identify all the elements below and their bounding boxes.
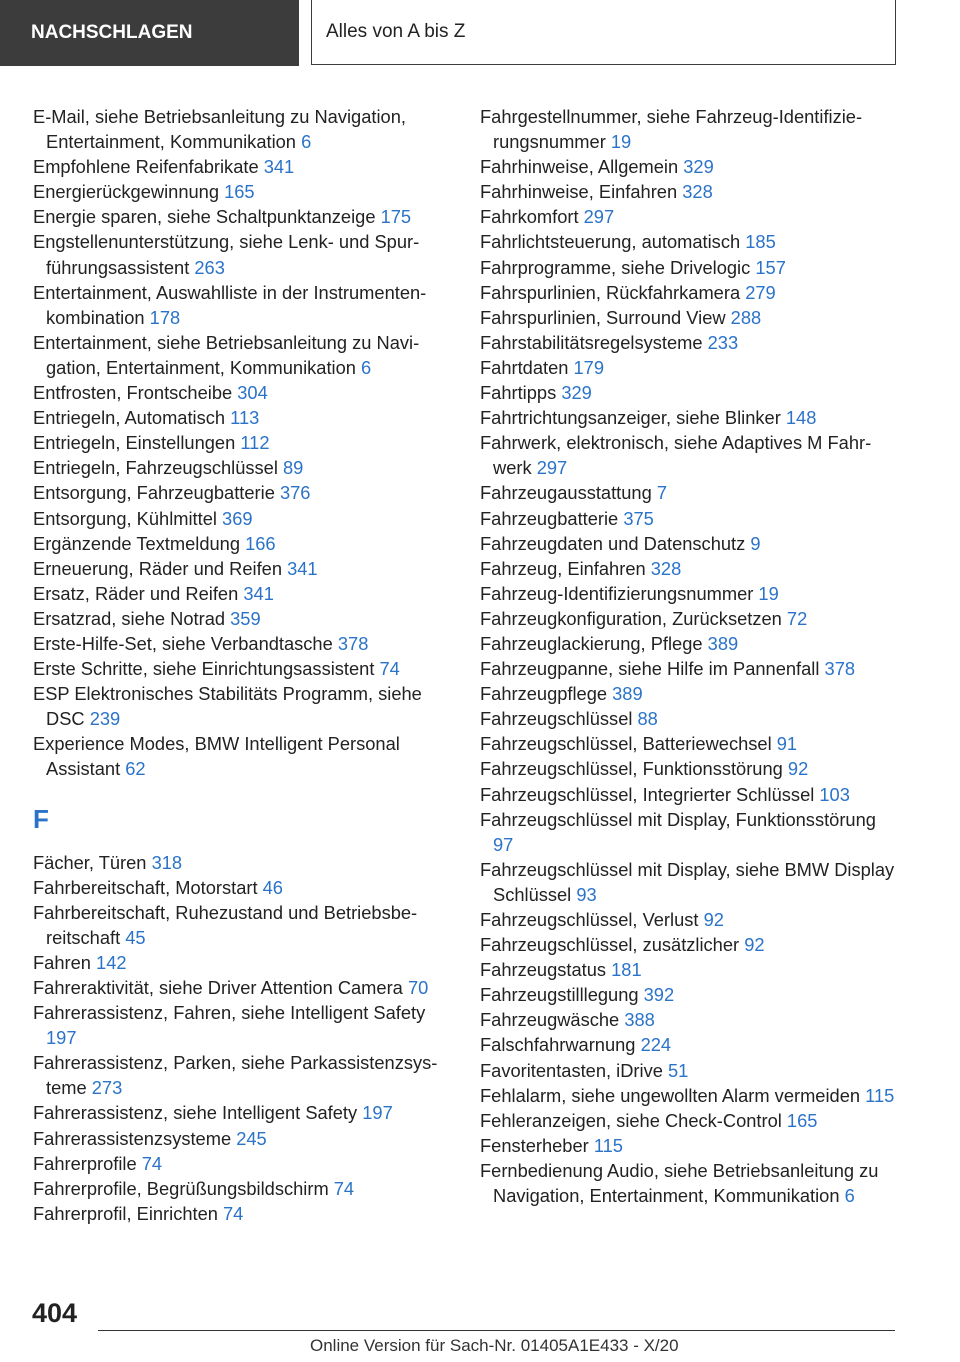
page-reference-link[interactable]: 62 [125,758,146,780]
index-entry-text: Energierückgewinnung [33,181,219,203]
index-entry [33,455,453,480]
footer-text: Online Version für Sach-Nr. 01405A1E433 - X/20 [310,1336,679,1355]
index-entry-text: Entsorgung, Kühlmittel [33,507,217,529]
index-entry-text: Energie sparen, siehe Schaltpunktanzeige [33,206,376,228]
index-entry [480,280,900,305]
index-column-left [33,104,453,1226]
page-reference-link[interactable]: 115 [865,1084,895,1106]
index-entry [480,1158,900,1208]
index-entry-text: Entriegeln, Fahrzeugschlüssel [33,457,278,479]
index-entry-text: Fahrerprofile, Begrüßungsbildschirm [33,1177,329,1199]
page-reference-link[interactable]: 51 [667,1059,689,1081]
index-entry-text: Entriegeln, Automatisch [33,407,226,429]
index-entry-text: Fahrlichtsteuerung, automatisch [480,231,741,253]
page-reference-link[interactable]: 74 [223,1202,244,1224]
index-entry [33,875,453,900]
page-reference-link[interactable]: 341 [287,557,318,579]
page-reference-link[interactable]: 6 [361,356,372,378]
page-reference-link[interactable]: 148 [785,407,817,429]
index-entry [480,1108,900,1133]
page-reference-link[interactable]: 92 [787,758,809,780]
index-entry [480,179,900,204]
index-entry-text: Ergänzende Textmeldung [33,532,240,554]
index-entry [33,950,453,975]
index-entry-text: Fahrerprofile [33,1152,137,1174]
page-reference-link[interactable]: 70 [407,977,429,998]
page-reference-link[interactable]: 197 [46,1027,77,1049]
index-entry [33,606,453,631]
index-entry [480,380,900,405]
index-entry [480,681,900,706]
index-entry-text: Fahrtipps [480,382,557,404]
index-list-e [33,104,453,782]
page-reference-link[interactable]: 288 [730,306,762,328]
index-entry [480,706,900,731]
page-reference-link[interactable]: 89 [283,457,304,479]
page-reference-link[interactable]: 166 [245,532,276,554]
index-entry [33,1126,453,1151]
page-reference-link[interactable]: 181 [611,959,642,981]
index-entry-text: Entertainment, siehe Betriebsanleitung zu Navigation, Entertainment, Kommunikation [33,331,420,378]
index-entry [480,355,900,380]
index-entry [33,430,453,455]
page-reference-link[interactable]: 142 [96,951,127,973]
index-entry [480,907,900,932]
index-entry [480,1032,900,1057]
page-reference-link[interactable]: 279 [745,281,776,303]
index-entry [33,380,453,405]
section-title: NACHSCHLAGEN [0,0,299,66]
page-reference-link[interactable]: 46 [262,876,283,898]
page-reference-link[interactable]: 113 [230,407,260,429]
page-header [0,0,960,66]
index-entry-text: Fahrgestellnummer, siehe Fahrzeug-Identifizierungsnummer [480,106,863,153]
index-entry-text: Fahrhinweise, Einfahren [480,181,678,203]
index-entry [33,556,453,581]
index-entry [480,1083,900,1108]
index-entry [33,330,453,380]
page-reference-link[interactable]: 91 [776,733,798,755]
index-entry [480,731,900,756]
page-reference-link[interactable]: 392 [643,984,675,1006]
index-entry-text: Fahrzeuglackierung, Pflege [480,632,703,654]
index-entry-text: Fahreraktivität, siehe Driver Attention Camera [33,977,403,998]
index-entry-text: Engstellenunterstützung, siehe Lenk- und Spurführungsassistent [33,231,420,278]
page-reference-link[interactable]: 45 [125,926,146,948]
index-entry-text: Fahrzeugausstattung [480,482,652,504]
index-entry [480,756,900,781]
page-reference-link[interactable]: 197 [362,1102,393,1124]
index-entry [33,204,453,229]
page-reference-link[interactable]: 93 [576,883,597,905]
index-entry [33,1201,453,1226]
index-list-f [33,850,453,1226]
index-entry-text: Entsorgung, Fahrzeugbatterie [33,482,275,504]
page-reference-link[interactable]: 74 [379,658,400,680]
page-reference-link[interactable]: 165 [224,181,255,203]
index-entry-text: Fahrstabilitätsregelsysteme [480,331,703,353]
index-entry [33,975,453,1000]
index-entry [480,305,900,330]
index-entry-text: Fahrzeugbatterie [480,507,619,529]
index-entry [480,857,900,907]
index-entry-text: Fahrerassistenz, Fahren, siehe Intelligent Safety [33,1002,426,1024]
page-reference-link[interactable]: 389 [612,683,643,705]
page-reference-link[interactable]: 9 [750,532,761,554]
page-reference-link[interactable]: 6 [844,1185,855,1207]
index-entry-text: Fahrzeugstilllegung [480,984,639,1006]
page-reference-link[interactable]: 359 [230,607,261,629]
index-entry [480,932,900,957]
page-reference-link[interactable]: 341 [263,156,295,178]
index-letter-heading: F [33,803,49,834]
index-entry [33,1151,453,1176]
index-entry-text: Fahrerassistenzsysteme [33,1127,232,1149]
index-entry-text: Fahrwerk, elektronisch, siehe Adaptives M Fahrwerk [480,432,872,479]
index-entry-text: Fahrzeugschlüssel, Batteriewechsel [480,733,772,755]
index-list-f-continued [480,104,900,1208]
page-reference-link[interactable]: 369 [222,507,253,529]
index-entry-text: Entfrosten, Frontscheibe [33,382,233,404]
index-entry-text: Fahrzeugschlüssel mit Display, siehe BMW Display Schlüssel [480,858,895,905]
page-reference-link[interactable]: 233 [707,331,739,353]
index-entry [480,480,900,505]
page-reference-link[interactable]: 224 [640,1034,672,1056]
index-entry-text: Fahrkomfort [480,206,579,228]
page-reference-link[interactable]: 378 [337,632,369,654]
index-entry [480,506,900,531]
page-reference-link[interactable]: 245 [236,1127,267,1149]
index-entry [480,204,900,229]
index-entry [33,229,453,279]
page-reference-link[interactable]: 179 [573,356,605,378]
page-reference-link[interactable]: 297 [536,457,568,479]
index-entry [480,581,900,606]
page-reference-link[interactable]: 329 [683,156,714,178]
index-entry-text: Fahrzeugstatus [480,959,607,981]
index-entry-text: Fahrerassistenz, siehe Intelligent Safety [33,1102,358,1124]
page-reference-link[interactable]: 112 [240,432,270,454]
index-entry-text: Fahrzeugkonfiguration, Zurücksetzen [480,607,782,629]
index-entry-text: Fahrzeugschlüssel, zusätzlicher [480,934,740,956]
index-entry [33,1176,453,1201]
index-entry-text: Ersatz, Räder und Reifen [33,582,239,604]
page-reference-link[interactable]: 74 [333,1177,355,1199]
index-entry-text: Entertainment, Auswahlliste in der Instrumentenkombination [33,281,427,328]
index-entry-text: Empfohlene Reifenfabrikate [33,156,259,178]
index-entry [480,229,900,254]
index-entry-text: Fehleranzeigen, siehe Check-Control [480,1109,782,1131]
page-reference-link[interactable]: 328 [650,557,682,579]
page-reference-link[interactable]: 157 [755,256,786,278]
page-reference-link[interactable]: 19 [758,582,779,604]
page-reference-link[interactable]: 389 [707,632,739,654]
index-entry [480,807,900,857]
index-entry [480,656,900,681]
index-entry-text: Fahrbereitschaft, Motorstart [33,876,258,898]
page-reference-link[interactable]: 376 [279,482,311,504]
index-entry-text: Fahrspurlinien, Rückfahrkamera [480,281,741,303]
page-reference-link[interactable]: 175 [380,206,412,228]
index-entry [33,506,453,531]
index-entry [33,1000,453,1050]
page-reference-link[interactable]: 92 [703,909,724,930]
page-reference-link[interactable]: 72 [786,607,808,629]
index-entry-text: Fahrerassistenz, Parken, siehe Parkassistenzsysteme [33,1052,438,1099]
index-entry [480,782,900,807]
index-entry-text: Fehlalarm, siehe ungewollten Alarm vermeiden [480,1084,861,1106]
page-reference-link[interactable]: 318 [151,851,183,873]
footer-divider [98,1330,895,1331]
page-reference-link[interactable]: 304 [237,382,268,404]
index-entry [33,179,453,204]
index-entry [480,1133,900,1158]
index-entry [480,957,900,982]
index-entry-text: Fahrzeugschlüssel mit Display, Funktionsstörung [480,808,876,830]
index-entry-text: E-Mail, siehe Betriebsanleitung zu Navigation, Entertainment, Kommunikation [33,106,406,153]
page-reference-link[interactable]: 115 [593,1134,623,1156]
index-entry-text: Fensterheber [480,1134,589,1156]
index-entry-text: Erneuerung, Räder und Reifen [33,557,282,579]
page-reference-link[interactable]: 375 [623,507,654,529]
page-reference-link[interactable]: 178 [149,306,181,328]
index-entry [480,104,900,154]
index-entry [33,850,453,875]
page-reference-link[interactable]: 97 [493,833,514,855]
index-entry [33,581,453,606]
index-entry-text: Fahrzeugpanne, siehe Hilfe im Pannenfall [480,658,820,680]
index-entry-text: Favoritentasten, iDrive [480,1059,663,1081]
page-reference-link[interactable]: 263 [194,256,225,278]
index-entry-text: Fahrzeugschlüssel [480,708,633,730]
page-reference-link[interactable]: 19 [610,131,632,153]
index-entry [33,280,453,330]
index-entry [480,556,900,581]
index-entry-text: Fahrzeugschlüssel, Verlust [480,909,699,930]
index-entry [480,1007,900,1032]
index-entry [33,405,453,430]
index-entry [33,900,453,950]
index-entry-text: Entriegeln, Einstellungen [33,432,236,454]
index-entry [33,731,453,781]
index-entry-text: Fahrzeugschlüssel, Integrierter Schlüssel [480,783,815,805]
index-entry [33,681,453,731]
index-entry-text: Experience Modes, BMW Intelligent Personal Assistant [33,733,400,780]
index-entry [33,631,453,656]
index-entry-text: Fahrzeugpflege [480,683,608,705]
index-entry-text: Fahrhinweise, Allgemein [480,156,679,178]
page-reference-link[interactable]: 74 [141,1152,163,1174]
index-entry-text: Fahrerprofil, Einrichten [33,1202,218,1224]
index-entry [480,154,900,179]
index-entry-text: Erste Schritte, siehe Einrichtungsassistent [33,658,375,680]
chapter-title: Alles von A bis Z [311,0,896,65]
index-entry-text: Fernbedienung Audio, siehe Betriebsanleitung zu Navigation, Entertainment, Kommunikation [480,1159,879,1207]
index-entry [33,104,453,154]
index-entry [33,154,453,179]
index-entry [480,405,900,430]
index-entry [480,531,900,556]
index-entry-text: Erste-Hilfe-Set, siehe Verbandtasche [33,632,333,654]
page-reference-link[interactable]: 273 [91,1077,123,1099]
index-entry [480,330,900,355]
page-reference-link[interactable]: 92 [744,934,765,956]
page-reference-link[interactable]: 341 [243,582,274,604]
index-entry-text: Ersatzrad, siehe Notrad [33,607,226,629]
index-entry-text: Fahrtdaten [480,356,569,378]
page-number: 404 [32,1298,78,1328]
page-reference-link[interactable]: 185 [745,231,776,253]
index-entry-text: Falschfahrwarnung [480,1034,636,1056]
index-entry [33,1050,453,1100]
index-entry [480,1058,900,1083]
page-reference-link[interactable]: 239 [89,708,121,730]
page-reference-link[interactable]: 103 [819,783,850,805]
index-entry-text: Fahrzeug, Einfahren [480,557,646,579]
index-entry [480,631,900,656]
page-reference-link[interactable]: 328 [682,181,713,203]
index-entry-text: ESP Elektronisches Stabilitäts Programm, siehe DSC [33,683,422,730]
index-entry-text: Fahrzeug-Identifizierungsnummer [480,582,754,604]
index-entry-text: Fahrprogramme, siehe Drivelogic [480,256,751,278]
index-entry-text: Fahrspurlinien, Surround View [480,306,726,328]
index-entry [480,255,900,280]
index-entry [33,531,453,556]
page-reference-link[interactable]: 329 [561,382,592,404]
index-entry [480,606,900,631]
index-entry-text: Fahren [33,951,91,973]
page-reference-link[interactable]: 378 [824,658,856,680]
index-entry-text: Fahrzeugschlüssel, Funktionsstörung [480,758,783,780]
index-entry [33,1100,453,1125]
page-reference-link[interactable]: 7 [656,482,668,504]
index-entry-text: Fahrtrichtungsanzeiger, siehe Blinker [480,407,781,429]
index-entry [480,982,900,1007]
index-entry-text: Fahrzeugdaten und Datenschutz [480,532,746,554]
index-column-right [480,104,900,1208]
page-reference-link[interactable]: 388 [624,1009,655,1031]
page-reference-link[interactable]: 297 [583,206,615,228]
page-reference-link[interactable]: 88 [637,708,658,730]
page-reference-link[interactable]: 165 [786,1109,818,1131]
index-entry-text: Fahrzeugwäsche [480,1009,620,1031]
index-entry [33,480,453,505]
index-entry-text: Fächer, Türen [33,851,147,873]
index-entry-text: Fahrbereitschaft, Ruhezustand und Betriebsbereitschaft [33,901,418,948]
index-entry [480,430,900,480]
page-reference-link[interactable]: 6 [301,131,312,153]
index-entry [33,656,453,681]
